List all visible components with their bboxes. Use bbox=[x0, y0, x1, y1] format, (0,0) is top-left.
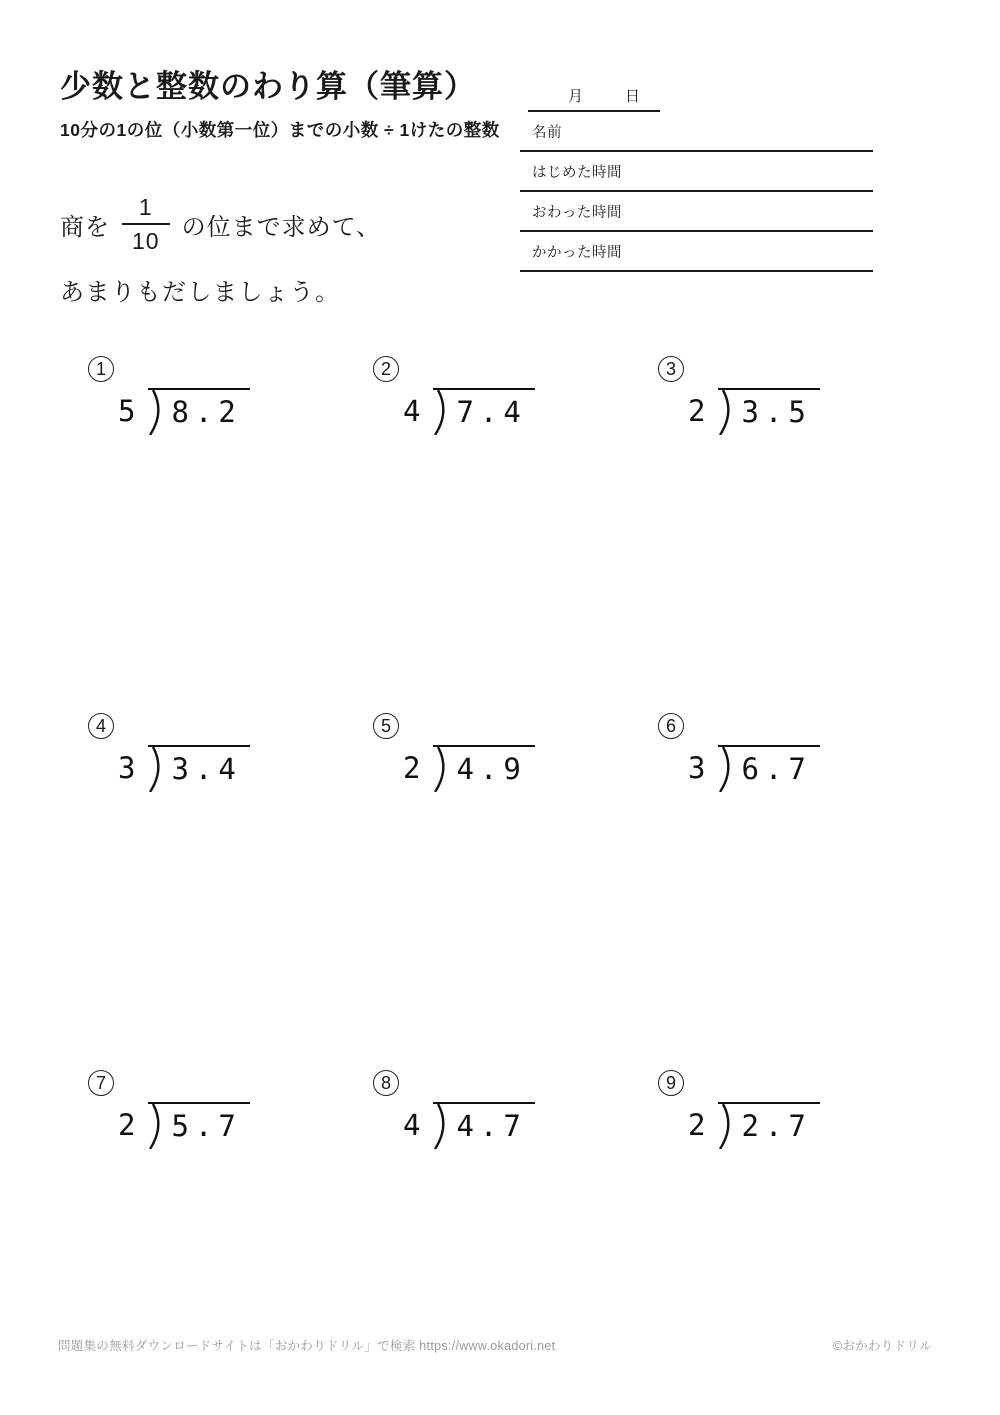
problem-6-vinculum bbox=[718, 745, 819, 792]
problem-3-expression bbox=[688, 388, 888, 435]
long-division-bracket-icon bbox=[718, 390, 738, 435]
problem-9-vinculum bbox=[718, 1102, 819, 1149]
name-field-row bbox=[520, 112, 873, 152]
problem-9-dividend: 2.7 bbox=[741, 1109, 812, 1143]
problem-1 bbox=[88, 356, 318, 435]
problem-8-divisor: 4 bbox=[403, 1108, 421, 1142]
problem-7-vinculum bbox=[148, 1102, 249, 1149]
problem-7-dividend: 5.7 bbox=[171, 1109, 242, 1143]
fraction-numerator: 1 bbox=[138, 194, 153, 220]
problem-2-divisor: 4 bbox=[403, 394, 421, 428]
problem-1-dividend: 8.2 bbox=[171, 395, 242, 429]
problem-6-expression bbox=[688, 745, 888, 792]
problem-2 bbox=[373, 356, 603, 435]
problem-5-vinculum bbox=[433, 745, 534, 792]
long-division-bracket-icon bbox=[148, 747, 168, 792]
problem-1-expression bbox=[118, 388, 318, 435]
problem-1-number: 1 bbox=[88, 356, 114, 382]
long-division-bracket-icon bbox=[433, 1104, 453, 1149]
elapsed-time-label: かかった時間 bbox=[532, 244, 622, 261]
problem-4-number: 4 bbox=[88, 713, 114, 739]
problem-6-number: 6 bbox=[658, 713, 684, 739]
problem-5-dividend: 4.9 bbox=[456, 752, 527, 786]
end-time-label: おわった時間 bbox=[532, 204, 622, 221]
end-time-field-row bbox=[520, 192, 873, 232]
problem-8-vinculum bbox=[433, 1102, 534, 1149]
problem-4-divisor: 3 bbox=[118, 751, 136, 785]
problem-8-number: 8 bbox=[373, 1070, 399, 1096]
problem-9-number: 9 bbox=[658, 1070, 684, 1096]
fraction-one-tenth bbox=[122, 194, 170, 255]
problem-2-expression bbox=[403, 388, 603, 435]
header bbox=[60, 68, 500, 142]
long-division-bracket-icon bbox=[718, 747, 738, 792]
problem-3-dividend: 3.5 bbox=[741, 395, 812, 429]
long-division-bracket-icon bbox=[433, 747, 453, 792]
problem-1-divisor: 5 bbox=[118, 394, 136, 428]
problem-3-divisor: 2 bbox=[688, 394, 706, 428]
problem-5-divisor: 2 bbox=[403, 751, 421, 785]
problem-7-expression bbox=[118, 1102, 318, 1149]
instruction-prefix: 商を bbox=[60, 213, 110, 241]
problem-7-divisor: 2 bbox=[118, 1108, 136, 1142]
problem-6 bbox=[658, 713, 888, 792]
instruction-line-2: あまりもだしましょう。 bbox=[60, 279, 341, 306]
problem-4 bbox=[88, 713, 318, 792]
footer-copyright: ©おかわりドリル bbox=[832, 1339, 932, 1353]
problem-8 bbox=[373, 1070, 603, 1149]
month-label: 月 bbox=[568, 87, 584, 105]
problem-5-number: 5 bbox=[373, 713, 399, 739]
long-division-bracket-icon bbox=[433, 390, 453, 435]
footer bbox=[58, 1336, 932, 1354]
long-division-bracket-icon bbox=[148, 1104, 168, 1149]
problem-9-expression bbox=[688, 1102, 888, 1149]
page-title: 少数と整数のわり算（筆算） bbox=[60, 69, 476, 104]
problem-3-number: 3 bbox=[658, 356, 684, 382]
problem-6-divisor: 3 bbox=[688, 751, 706, 785]
problem-5 bbox=[373, 713, 603, 792]
problem-5-expression bbox=[403, 745, 603, 792]
problem-8-dividend: 4.7 bbox=[456, 1109, 527, 1143]
name-label: 名前 bbox=[532, 124, 562, 141]
day-label: 日 bbox=[624, 87, 640, 105]
problem-4-vinculum bbox=[148, 745, 249, 792]
problem-3-vinculum bbox=[718, 388, 819, 435]
problem-2-number: 2 bbox=[373, 356, 399, 382]
problem-9 bbox=[658, 1070, 888, 1149]
problem-6-dividend: 6.7 bbox=[741, 752, 812, 786]
elapsed-time-field-row bbox=[520, 232, 873, 272]
fraction-denominator: 10 bbox=[122, 223, 170, 254]
date-row bbox=[528, 80, 660, 112]
page-subtitle: 10分の1の位（小数第一位）までの小数 ÷ 1けたの整数 bbox=[60, 119, 500, 140]
footer-site-info: 問題集の無料ダウンロードサイトは「おかわりドリル」で検索 https://www.okadori.net bbox=[58, 1339, 556, 1353]
problem-2-dividend: 7.4 bbox=[456, 395, 527, 429]
problem-4-dividend: 3.4 bbox=[171, 752, 242, 786]
problem-9-divisor: 2 bbox=[688, 1108, 706, 1142]
instruction-suffix: の位まで求めて、 bbox=[181, 213, 382, 241]
problem-2-vinculum bbox=[433, 388, 534, 435]
start-time-field-row bbox=[520, 152, 873, 192]
problem-7-number: 7 bbox=[88, 1070, 114, 1096]
long-division-bracket-icon bbox=[148, 390, 168, 435]
long-division-bracket-icon bbox=[718, 1104, 738, 1149]
problem-3 bbox=[658, 356, 888, 435]
start-time-label: はじめた時間 bbox=[532, 164, 622, 181]
problem-7 bbox=[88, 1070, 318, 1149]
problem-1-vinculum bbox=[148, 388, 249, 435]
problem-4-expression bbox=[118, 745, 318, 792]
instruction-line-1 bbox=[60, 194, 381, 255]
info-form bbox=[520, 80, 873, 272]
problem-8-expression bbox=[403, 1102, 603, 1149]
